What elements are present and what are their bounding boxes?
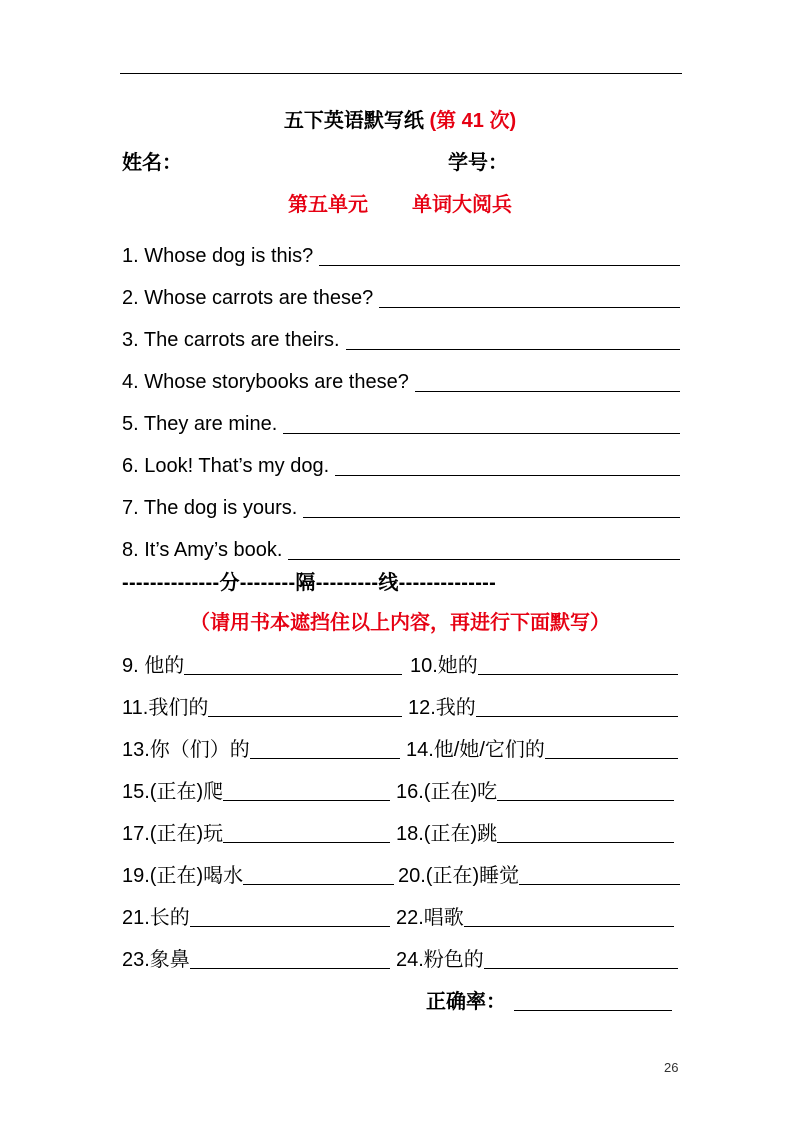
- answer-line[interactable]: [243, 884, 394, 885]
- vocab-item: [122, 900, 390, 930]
- answer-line[interactable]: [208, 716, 402, 717]
- cut-divider: --------------分--------隔---------线--------------: [122, 572, 497, 594]
- vocab-prompt: 12.我的: [408, 697, 476, 719]
- vocab-prompt: 14.他/她/它们的: [406, 739, 545, 761]
- vocab-prompt: 15.(正在)爬: [122, 781, 224, 803]
- answer-line[interactable]: [288, 559, 680, 560]
- sentence-row: [122, 524, 680, 566]
- name-label: 姓名：: [122, 152, 182, 174]
- vocab-item: [410, 648, 678, 678]
- answer-line[interactable]: [190, 968, 390, 969]
- answer-line[interactable]: [484, 968, 678, 969]
- vocab-item: [122, 732, 400, 762]
- answer-line[interactable]: [303, 517, 680, 518]
- answer-line[interactable]: [190, 926, 390, 927]
- vocab-prompt: 22.唱歌: [396, 907, 464, 929]
- sentence-text: 2. Whose carrots are these?: [122, 287, 374, 309]
- vocab-item: [396, 900, 674, 930]
- answer-line[interactable]: [415, 391, 680, 392]
- vocab-prompt: 23.象鼻: [122, 949, 190, 971]
- vocab-prompt: 10.她的: [410, 655, 478, 677]
- vocab-item: [122, 942, 390, 972]
- vocab-prompt: 16.(正在)吃: [396, 781, 498, 803]
- answer-line[interactable]: [335, 475, 680, 476]
- vocab-prompt: 18.(正在)跳: [396, 823, 498, 845]
- vocab-item: [408, 690, 678, 720]
- vocab-row: [122, 816, 682, 858]
- answer-line[interactable]: [319, 265, 680, 266]
- vocab-prompt: 20.(正在)睡觉: [398, 865, 520, 887]
- answer-line[interactable]: [519, 884, 680, 885]
- answer-line[interactable]: [223, 800, 390, 801]
- vocab-item: [396, 816, 674, 846]
- page-number: 26: [664, 1060, 679, 1075]
- answer-line[interactable]: [464, 926, 674, 927]
- sentence-row: [122, 398, 680, 440]
- sentence-text: 8. It’s Amy’s book.: [122, 539, 283, 561]
- answer-line[interactable]: [478, 674, 678, 675]
- top-rule: [120, 73, 682, 74]
- vocab-prompt: 11.我们的: [122, 697, 209, 719]
- sentence-text: 6. Look! That’s my dog.: [122, 455, 330, 477]
- page-title: [0, 104, 800, 133]
- accuracy-label: 正确率：: [426, 991, 506, 1013]
- sentence-text: 4. Whose storybooks are these?: [122, 371, 409, 393]
- vocab-item: [396, 942, 678, 972]
- vocab-row: [122, 774, 682, 816]
- answer-line[interactable]: [497, 842, 674, 843]
- unit-heading: [0, 188, 800, 217]
- vocab-item: [398, 858, 680, 888]
- unit-name: 第五单元: [288, 194, 368, 216]
- vocab-row: [122, 942, 682, 984]
- sentence-text: 7. The dog is yours.: [122, 497, 298, 519]
- answer-line[interactable]: [184, 674, 402, 675]
- vocab-prompt: 13.你（们）的: [122, 739, 250, 761]
- vocab-item: [122, 816, 390, 846]
- vocab-prompt: 21.长的: [122, 907, 190, 929]
- title-main: 五下英语默写纸: [283, 110, 424, 132]
- sentence-row: [122, 356, 680, 398]
- vocab-prompt: 24.粉色的: [396, 949, 484, 971]
- answer-line[interactable]: [497, 800, 674, 801]
- sentence-row: [122, 314, 680, 356]
- sentence-row: [122, 272, 680, 314]
- sentence-list: [122, 230, 680, 566]
- answer-line[interactable]: [476, 716, 678, 717]
- answer-line[interactable]: [223, 842, 390, 843]
- sentence-text: 5. They are mine.: [122, 413, 278, 435]
- answer-line[interactable]: [346, 349, 681, 350]
- answer-line[interactable]: [283, 433, 680, 434]
- title-session: (第 41 次): [429, 110, 517, 132]
- vocab-item: [122, 858, 394, 888]
- vocab-prompt: 19.(正在)喝水: [122, 865, 244, 887]
- vocab-item: [122, 690, 402, 720]
- answer-line[interactable]: [250, 758, 400, 759]
- vocab-prompt: 17.(正在)玩: [122, 823, 224, 845]
- sentence-text: 1. Whose dog is this?: [122, 245, 314, 267]
- vocab-item: [122, 648, 402, 678]
- vocab-row: [122, 858, 682, 900]
- vocab-prompt: 9. 他的: [122, 655, 185, 677]
- student-info-row: [122, 146, 682, 175]
- vocab-row: [122, 900, 682, 942]
- sentence-row: [122, 440, 680, 482]
- accuracy-row: [426, 984, 672, 1014]
- vocab-item: [406, 732, 678, 762]
- sentence-text: 3. The carrots are theirs.: [122, 329, 340, 351]
- accuracy-answer-line[interactable]: [514, 1010, 672, 1011]
- vocab-row: [122, 648, 682, 690]
- vocab-list: [122, 648, 682, 984]
- sentence-row: [122, 482, 680, 524]
- vocab-row: [122, 690, 682, 732]
- unit-section: 单词大阅兵: [412, 194, 512, 216]
- vocab-item: [122, 774, 390, 804]
- vocab-row: [122, 732, 682, 774]
- student-id-label: 学号：: [448, 152, 508, 174]
- instruction-note: （请用书本遮挡住以上内容，再进行下面默写）: [190, 612, 610, 634]
- sentence-row: [122, 230, 680, 272]
- answer-line[interactable]: [379, 307, 680, 308]
- answer-line[interactable]: [545, 758, 678, 759]
- vocab-item: [396, 774, 674, 804]
